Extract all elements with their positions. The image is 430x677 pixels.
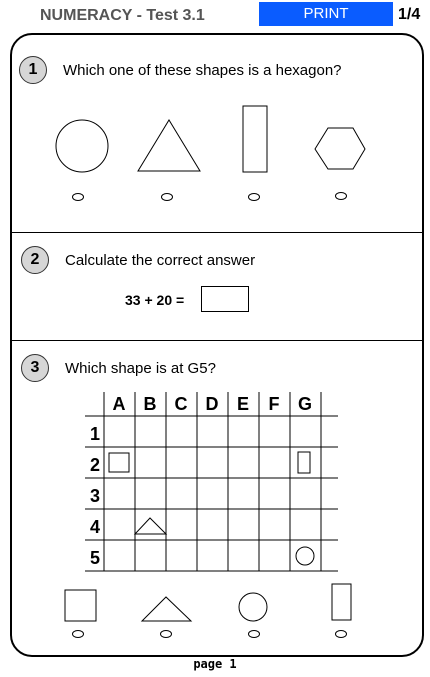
q3-option-square-radio[interactable]	[72, 630, 84, 638]
grid-column-label: C	[174, 394, 188, 414]
grid-row-label: 1	[89, 424, 101, 444]
grid-column-label: A	[112, 394, 126, 414]
tall-rectangle-icon	[298, 452, 310, 473]
grid-row-label: 3	[89, 486, 101, 506]
question-number-1: 1	[19, 56, 47, 84]
page-indicator: 1/4	[398, 6, 421, 23]
grid-row-label: 4	[89, 517, 101, 537]
coordinate-grid	[80, 387, 342, 577]
page-footer-label: page 1	[193, 657, 237, 671]
question-number-2: 2	[21, 246, 49, 274]
triangle-icon[interactable]	[138, 120, 200, 171]
triangle-icon	[135, 518, 166, 534]
circle-icon[interactable]	[239, 593, 267, 621]
question-text-1: Which one of these shapes is a hexagon?	[63, 62, 342, 79]
q1-option-triangle-radio[interactable]	[161, 193, 173, 201]
question-divider	[10, 340, 424, 341]
square-icon[interactable]	[65, 590, 96, 621]
q1-option-circle-radio[interactable]	[72, 193, 84, 201]
grid-column-label: B	[143, 394, 157, 414]
grid-row-label: 5	[89, 548, 101, 568]
equation-text: 33 + 20 =	[125, 292, 185, 308]
question-divider	[10, 232, 424, 233]
grid-lines	[85, 392, 338, 571]
grid-column-label: D	[205, 394, 219, 414]
q1-option-rectangle-radio[interactable]	[248, 193, 260, 201]
q1-option-hexagon-radio[interactable]	[335, 192, 347, 200]
print-button[interactable]: PRINT	[259, 2, 393, 26]
tall-rectangle-icon[interactable]	[243, 106, 267, 172]
answer-input[interactable]	[201, 286, 249, 312]
circle-icon	[296, 547, 314, 565]
hexagon-icon[interactable]	[315, 128, 365, 169]
triangle-icon[interactable]	[142, 597, 191, 621]
q3-option-triangle-radio[interactable]	[160, 630, 172, 638]
q3-option-rectangle-radio[interactable]	[335, 630, 347, 638]
circle-icon[interactable]	[56, 120, 108, 172]
q1-shapes	[0, 100, 430, 180]
question-text-3: Which shape is at G5?	[65, 360, 216, 377]
grid-column-label: F	[268, 394, 280, 414]
question-number-3: 3	[21, 354, 49, 382]
grid-column-label: E	[236, 394, 250, 414]
tall-rectangle-icon[interactable]	[332, 584, 351, 620]
test-title: NUMERACY - Test 3.1	[40, 7, 205, 24]
q3-shapes	[0, 580, 430, 625]
grid-row-label: 2	[89, 455, 101, 475]
square-icon	[109, 453, 129, 472]
q3-option-circle-radio[interactable]	[248, 630, 260, 638]
question-text-2: Calculate the correct answer	[65, 252, 256, 269]
grid-column-label: G	[297, 394, 313, 414]
